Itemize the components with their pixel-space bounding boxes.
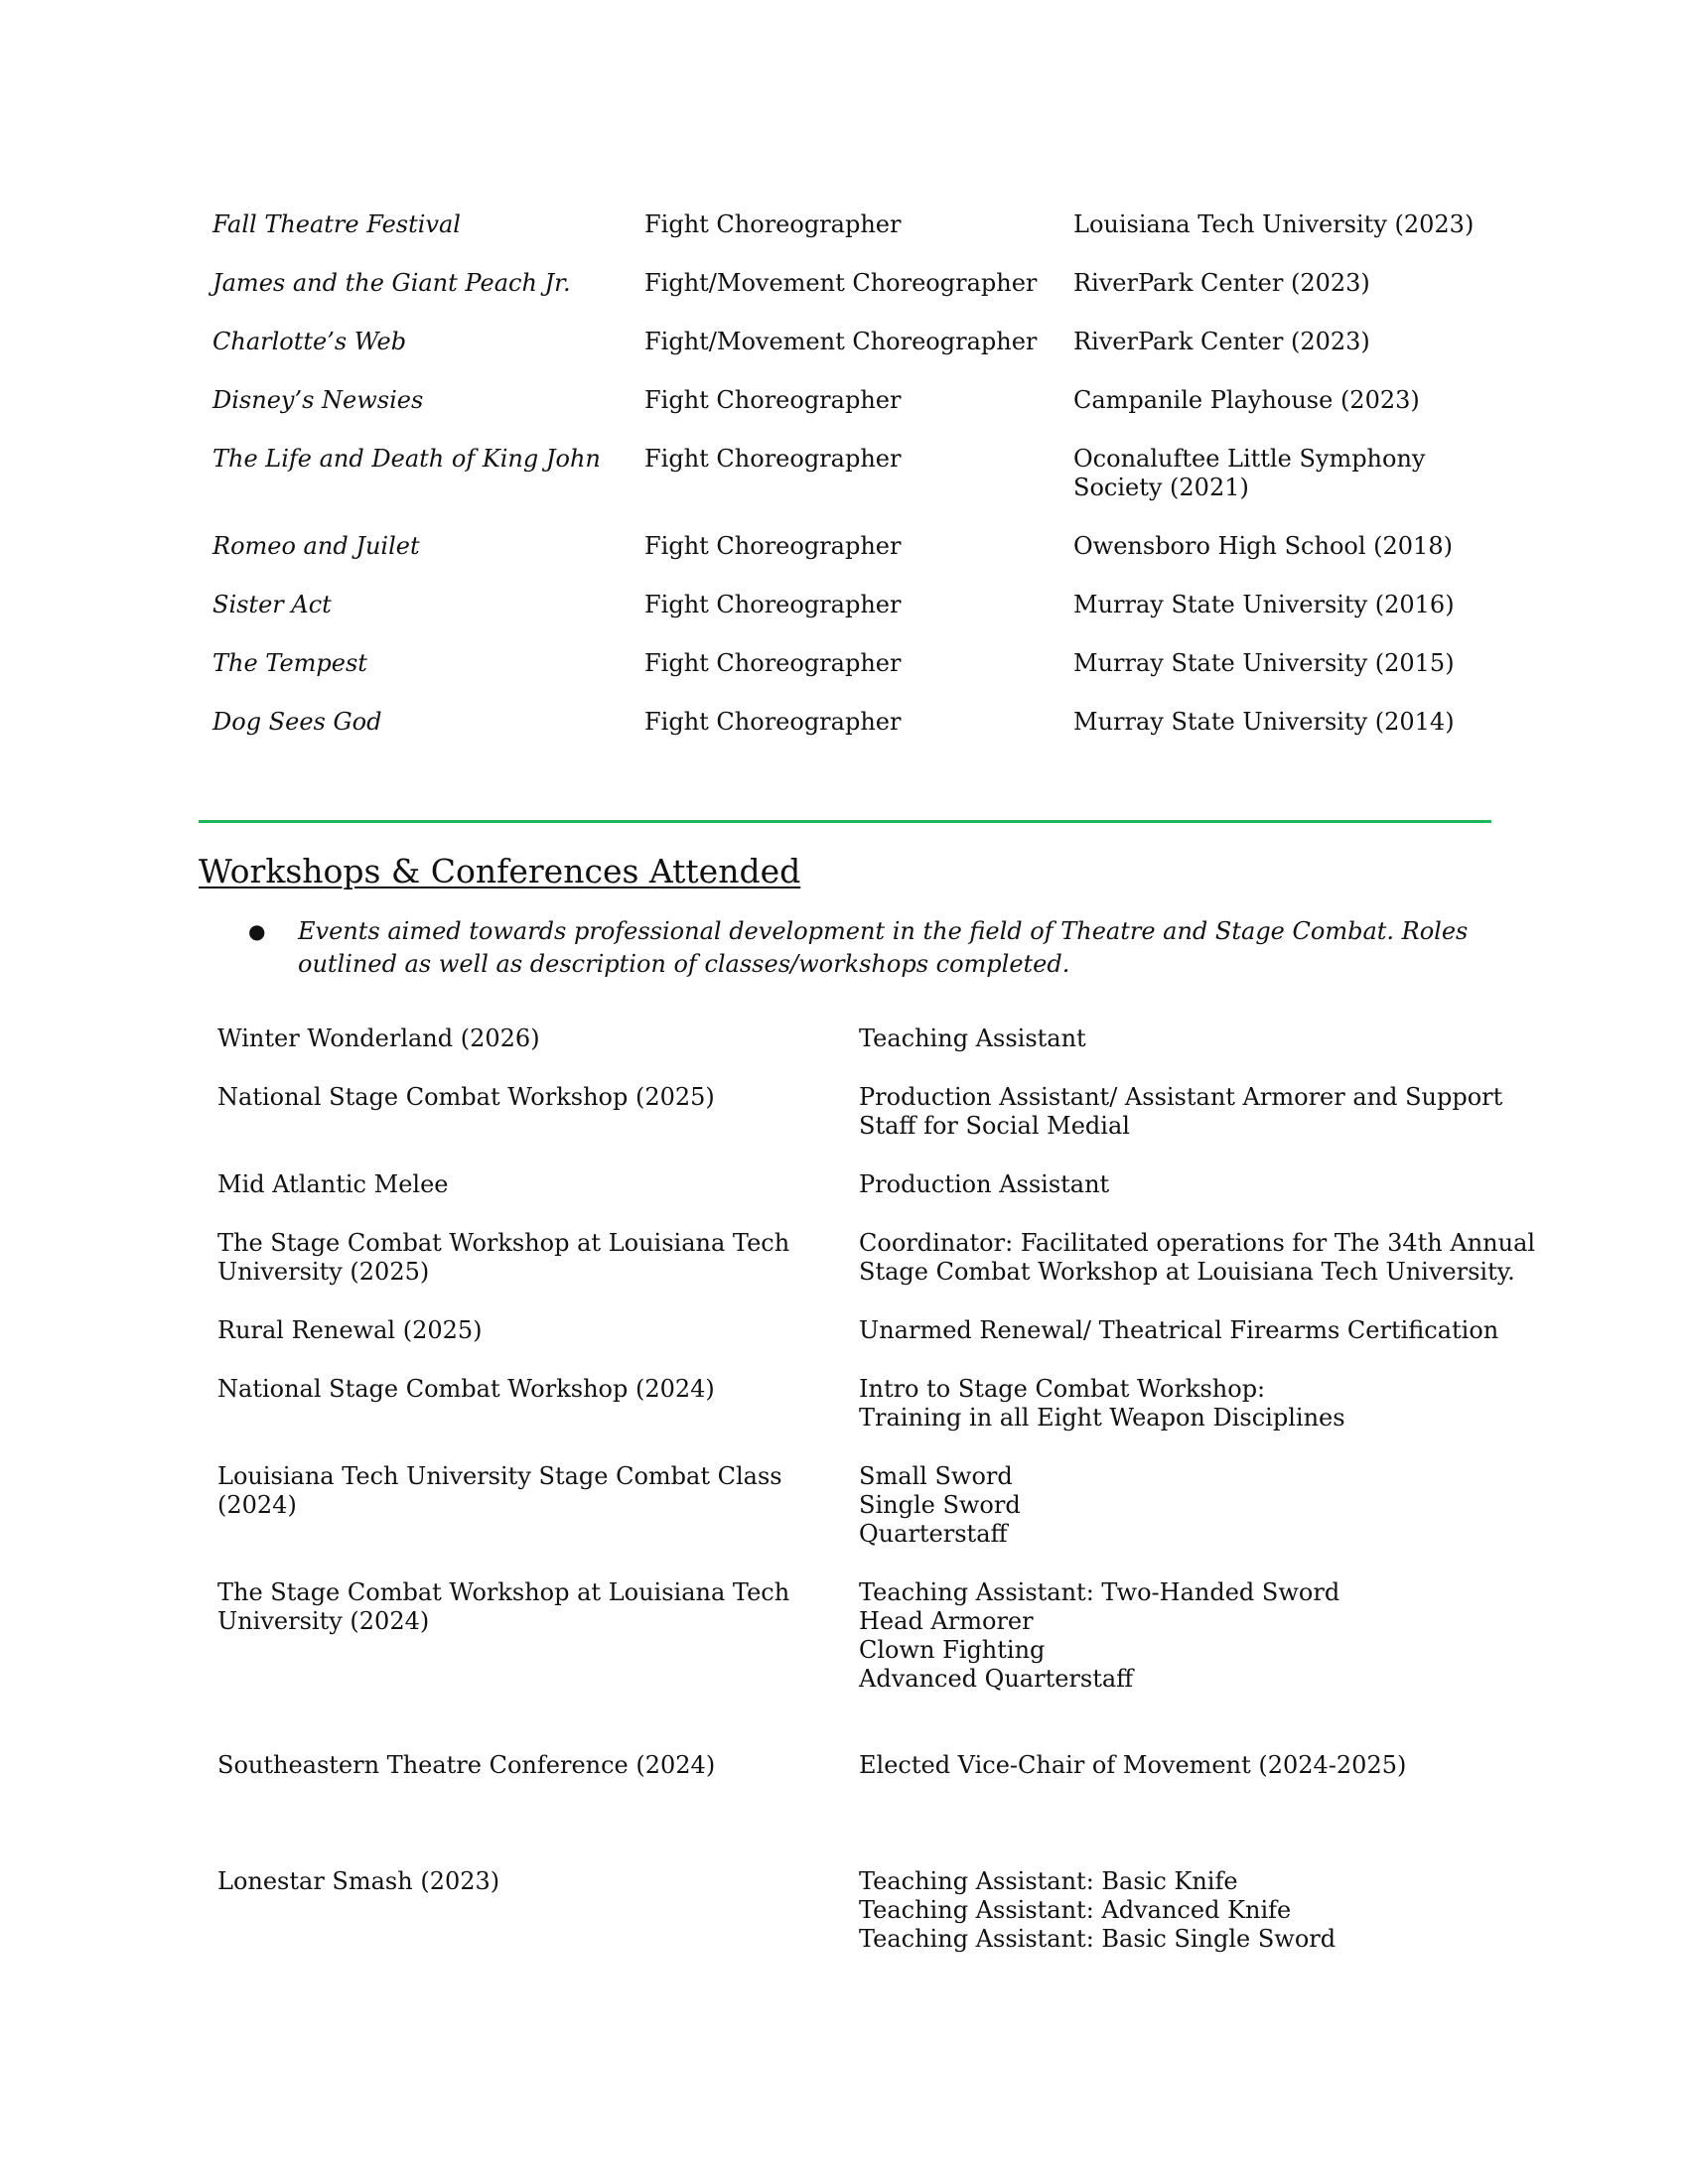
production-title: Romeo and Juilet (212, 532, 420, 560)
workshop-detail-line: Intro to Stage Combat Workshop: (859, 1375, 1266, 1403)
workshop-details (859, 1375, 1494, 1433)
workshop-details (859, 1083, 1503, 1141)
production-title: Dog Sees God (212, 708, 382, 736)
workshop-detail-line: Teaching Assistant: Basic Knife (859, 1867, 1238, 1895)
production-venue: Oconaluftee Little Symphony Society (2021) (1073, 445, 1426, 501)
credit-row (212, 591, 1493, 619)
workshop-detail-line: Teaching Assistant: Advanced Knife (859, 1896, 1292, 1924)
production-venue: Louisiana Tech University (2023) (1073, 210, 1475, 238)
workshop-details (859, 1170, 1494, 1199)
description-text: Events aimed towards professional development in the field of Theatre and Stage Combat. Roles outlined as well as description of classes/workshops completed. (298, 917, 1469, 978)
production-venue: Murray State University (2014) (1073, 708, 1455, 736)
workshop-detail-line: Training in all Eight Weapon Disciplines (859, 1404, 1345, 1432)
section-description (248, 915, 1489, 981)
workshop-detail-line: Single Sword (859, 1491, 1021, 1519)
workshop-detail-line: Coordinator: Facilitated operations for The 34th Annual (859, 1229, 1536, 1257)
workshop-detail-line: Teaching Assistant (859, 1024, 1086, 1052)
workshop-event: National Stage Combat Workshop (2025) (217, 1083, 715, 1111)
workshop-detail-line: Production Assistant (859, 1170, 1110, 1198)
production-venue: RiverPark Center (2023) (1073, 328, 1370, 355)
workshop-detail-line: Elected Vice-Chair of Movement (2024-2025) (859, 1751, 1407, 1779)
production-venue: RiverPark Center (2023) (1073, 269, 1370, 297)
production-role: Fight Choreographer (644, 649, 902, 677)
production-title: The Life and Death of King John (212, 445, 601, 473)
workshop-details (859, 1229, 1536, 1287)
production-role: Fight Choreographer (644, 386, 902, 414)
workshop-event: Rural Renewal (2025) (217, 1316, 483, 1344)
production-role: Fight/Movement Choreographer (644, 269, 1038, 297)
credit-row (212, 708, 1493, 737)
workshop-detail-line: Clown Fighting (859, 1636, 1046, 1664)
workshop-row (217, 1316, 1498, 1345)
workshop-row (217, 1170, 1498, 1199)
production-role: Fight Choreographer (644, 210, 902, 238)
section-divider (199, 820, 1491, 823)
workshop-detail-line: Staff for Social Medial (859, 1112, 1130, 1140)
workshop-details (859, 1578, 1494, 1694)
workshop-details (859, 1462, 1494, 1549)
workshop-detail-line: Small Sword (859, 1462, 1013, 1490)
workshops-list (217, 1024, 1536, 1983)
credit-row (212, 328, 1493, 356)
production-title: Charlotte’s Web (212, 328, 407, 355)
credit-row (212, 210, 1493, 239)
workshop-details (859, 1316, 1499, 1345)
workshop-detail-line: Quarterstaff (859, 1520, 1008, 1548)
workshop-row (217, 1578, 1498, 1694)
workshop-event: Lonestar Smash (2023) (217, 1867, 500, 1895)
production-role: Fight Choreographer (644, 708, 902, 736)
production-title: Fall Theatre Festival (212, 210, 461, 238)
credit-row (212, 649, 1493, 678)
workshop-row (217, 1024, 1498, 1053)
workshop-event: Mid Atlantic Melee (217, 1170, 449, 1198)
workshop-row (217, 1375, 1498, 1433)
workshop-detail-line: Head Armorer (859, 1607, 1034, 1635)
workshop-row (217, 1083, 1503, 1141)
workshop-details (859, 1751, 1494, 1780)
workshop-event: Louisiana Tech University Stage Combat Class (2024) (217, 1462, 782, 1519)
workshop-row (217, 1462, 1498, 1549)
production-venue: Owensboro High School (2018) (1073, 532, 1453, 560)
workshop-detail-line: Production Assistant/ Assistant Armorer and Support (859, 1083, 1503, 1111)
production-title: The Tempest (212, 649, 367, 677)
choreography-credits (212, 210, 1493, 766)
bullet-icon: ● (248, 919, 266, 943)
production-venue: Murray State University (2015) (1073, 649, 1455, 677)
workshop-detail-line: Teaching Assistant: Basic Single Sword (859, 1925, 1336, 1953)
credit-row (212, 269, 1493, 298)
production-role: Fight/Movement Choreographer (644, 328, 1038, 355)
workshop-event: The Stage Combat Workshop at Louisiana Tech University (2024) (217, 1578, 790, 1635)
workshop-detail-line: Stage Combat Workshop at Louisiana Tech University. (859, 1258, 1515, 1286)
workshop-event: Southeastern Theatre Conference (2024) (217, 1751, 716, 1779)
workshop-details (859, 1867, 1494, 1954)
workshop-event: Winter Wonderland (2026) (217, 1024, 540, 1052)
production-title: Sister Act (212, 591, 332, 618)
production-role: Fight Choreographer (644, 445, 902, 473)
section-heading: Workshops & Conferences Attended (199, 852, 801, 890)
credit-row (212, 445, 1493, 502)
credit-row (212, 386, 1493, 415)
production-venue: Campanile Playhouse (2023) (1073, 386, 1420, 414)
workshop-detail-line: Teaching Assistant: Two-Handed Sword (859, 1578, 1340, 1606)
workshop-event: The Stage Combat Workshop at Louisiana Tech University (2025) (217, 1229, 790, 1286)
workshop-details (859, 1024, 1494, 1053)
workshop-row (217, 1751, 1498, 1780)
production-title: James and the Giant Peach Jr. (212, 269, 571, 297)
workshop-row (217, 1867, 1498, 1954)
production-venue: Murray State University (2016) (1073, 591, 1455, 618)
workshop-event: National Stage Combat Workshop (2024) (217, 1375, 715, 1403)
workshop-row (217, 1229, 1536, 1287)
production-title: Disney’s Newsies (212, 386, 424, 414)
credit-row (212, 532, 1493, 561)
production-role: Fight Choreographer (644, 591, 902, 618)
workshop-detail-line: Advanced Quarterstaff (859, 1665, 1134, 1693)
production-role: Fight Choreographer (644, 532, 902, 560)
workshop-detail-line: Unarmed Renewal/ Theatrical Firearms Certification (859, 1316, 1499, 1344)
